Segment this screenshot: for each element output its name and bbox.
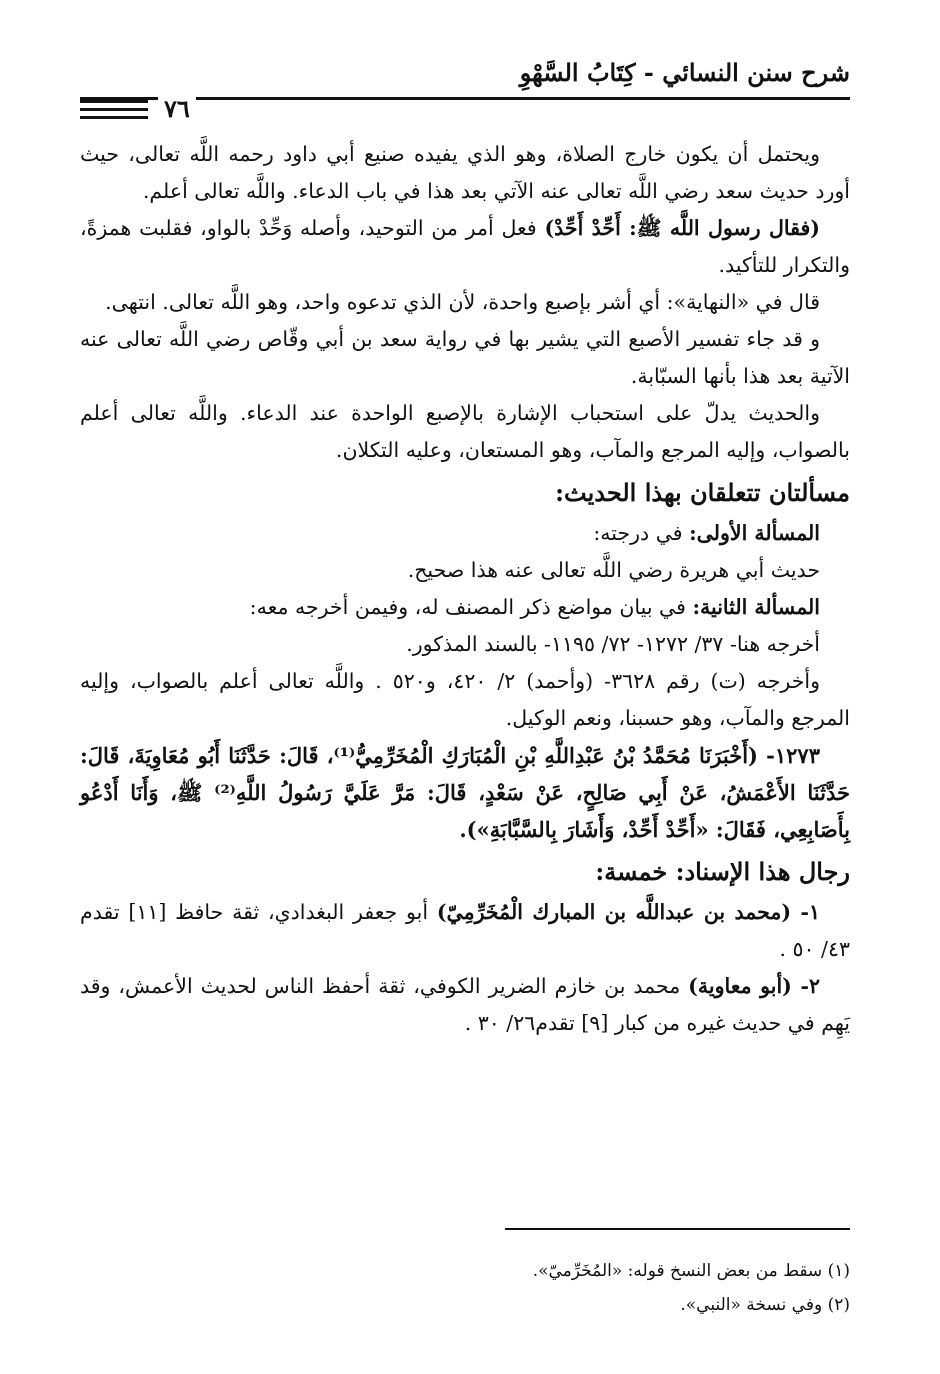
running-header-title: شرح سنن النسائي - كِتَابُ السَّهْوِ xyxy=(519,58,850,87)
ornament-line xyxy=(80,100,148,103)
paragraph: أخرجه هنا- ٣٧/ ١٢٧٢- ٧٢/ ١١٩٥- بالسند المذكور. xyxy=(406,632,820,656)
page-number: ٧٦ xyxy=(158,95,196,123)
narrator-details: أبو جعفر البغدادي، ثقة حافظ [١١] تقدم ٤٣/ ٥٠ . xyxy=(80,900,850,961)
paragraph: ويحتمل أن يكون خارج الصلاة، وهو الذي يفيده صنيع أبي داود رحمه اللَّه تعالى، حيث أورد حديث سعد رضي اللَّه تعالى عنه الآتي بعد هذا في باب الدعاء. واللَّه تعالى أعلم. xyxy=(80,142,850,203)
paragraph-text: في بيان مواضع ذكر المصنف له، وفيمن أخرجه معه: xyxy=(249,595,693,619)
paragraph: والحديث يدلّ على استحباب الإشارة بالإصبع الواحدة عند الدعاء. واللَّه تعالى أعلم بالصواب، وإليه المرجع والمآب، وهو المستعان، وعليه التكلان. xyxy=(80,401,850,462)
narrator-entry xyxy=(80,968,850,1042)
hadith-text: ١٢٧٣- (أَخْبَرَنَا مُحَمَّدُ بْنُ عَبْدِاللَّهِ بْنِ الْمُبَارَكِ الْمُخَرِّمِيُّ⁽¹⁾، قَالَ: حَدَّثَنَا أَبُو مُعَاوِيَةَ، قَالَ: حَدَّثَنَا الأَعْمَشُ، عَنْ أَبِي صَالِحٍ، عَنْ سَعْدٍ، قَالَ: مَرَّ عَلَيَّ رَسُولُ اللَّهِ⁽²⁾ ﷺ، وَأَنَا أَدْعُو بِأَصَابِعِي، فَقَالَ: «أَحِّدْ أَحِّدْ، وَأَشَارَ بِالسَّبَّابَةِ»). xyxy=(80,743,850,842)
page-number-block xyxy=(80,94,255,123)
paragraph: حديث أبي هريرة رضي اللَّه تعالى عنه هذا صحيح. xyxy=(407,558,820,582)
ornament-line xyxy=(80,116,148,119)
paragraph: قال في «النهاية»: أي أشر بإصبع واحدة، لأن الذي تدعوه واحد، وهو اللَّه تعالى. انتهى. xyxy=(105,290,820,314)
paragraph-text: فعل أمر من التوحيد، وأصله وَحِّدْ بالواو، فقلبت همزةً، والتكرار للتأكيد. xyxy=(80,216,850,277)
paragraph-text: في درجته: xyxy=(593,521,690,545)
question-label: المسألة الثانية: xyxy=(692,595,820,619)
narrator-name: ٢- (أبو معاوية) xyxy=(688,974,820,998)
narrator-entry xyxy=(80,894,850,968)
paragraph xyxy=(80,515,850,552)
footnote: (١) سقط من بعض النسخ قوله: «المُخَرِّميّ». xyxy=(532,1261,850,1281)
paragraph xyxy=(80,589,850,626)
narrator-details: محمد بن خازم الضرير الكوفي، ثقة أحفظ الناس لحديث الأعمش، وقد يَهِم في حديث غيره من كبار [٩] تقدم٢٦/ ٣٠ . xyxy=(80,974,850,1035)
footnote-rule xyxy=(505,1228,850,1230)
question-label: المسألة الأولى: xyxy=(689,521,820,545)
paragraph: و قد جاء تفسير الأصبع التي يشير بها في رواية سعد بن أبي وقّاص رضي اللَّه تعالى عنه الآتية بعد هذا بأنها السبّابة. xyxy=(80,327,850,388)
narrator-name: ١- (محمد بن عبداللَّه بن المبارك الْمُخَرِّمِيّ) xyxy=(436,900,821,924)
quoted-phrase: (فقال رسول اللَّه ﷺ: أَحِّدْ أَحِّدْ) xyxy=(544,216,820,240)
main-text xyxy=(80,136,850,1042)
footnotes xyxy=(250,1254,850,1322)
paragraph: وأخرجه (ت) رقم ٣٦٢٨- (وأحمد) ٢/ ٤٢٠، و٥٢٠ . واللَّه تعالى أعلم بالصواب، وإليه المرجع والمآب، وهو حسبنا، ونعم الوكيل. xyxy=(80,669,850,730)
ornament-line xyxy=(80,108,148,111)
footnote: (٢) وفي نسخة «النبي». xyxy=(680,1295,850,1315)
section-heading: مسألتان تتعلقان بهذا الحديث: xyxy=(555,478,850,507)
paragraph xyxy=(80,210,850,284)
section-heading: رجال هذا الإسناد: خمسة: xyxy=(595,857,850,886)
